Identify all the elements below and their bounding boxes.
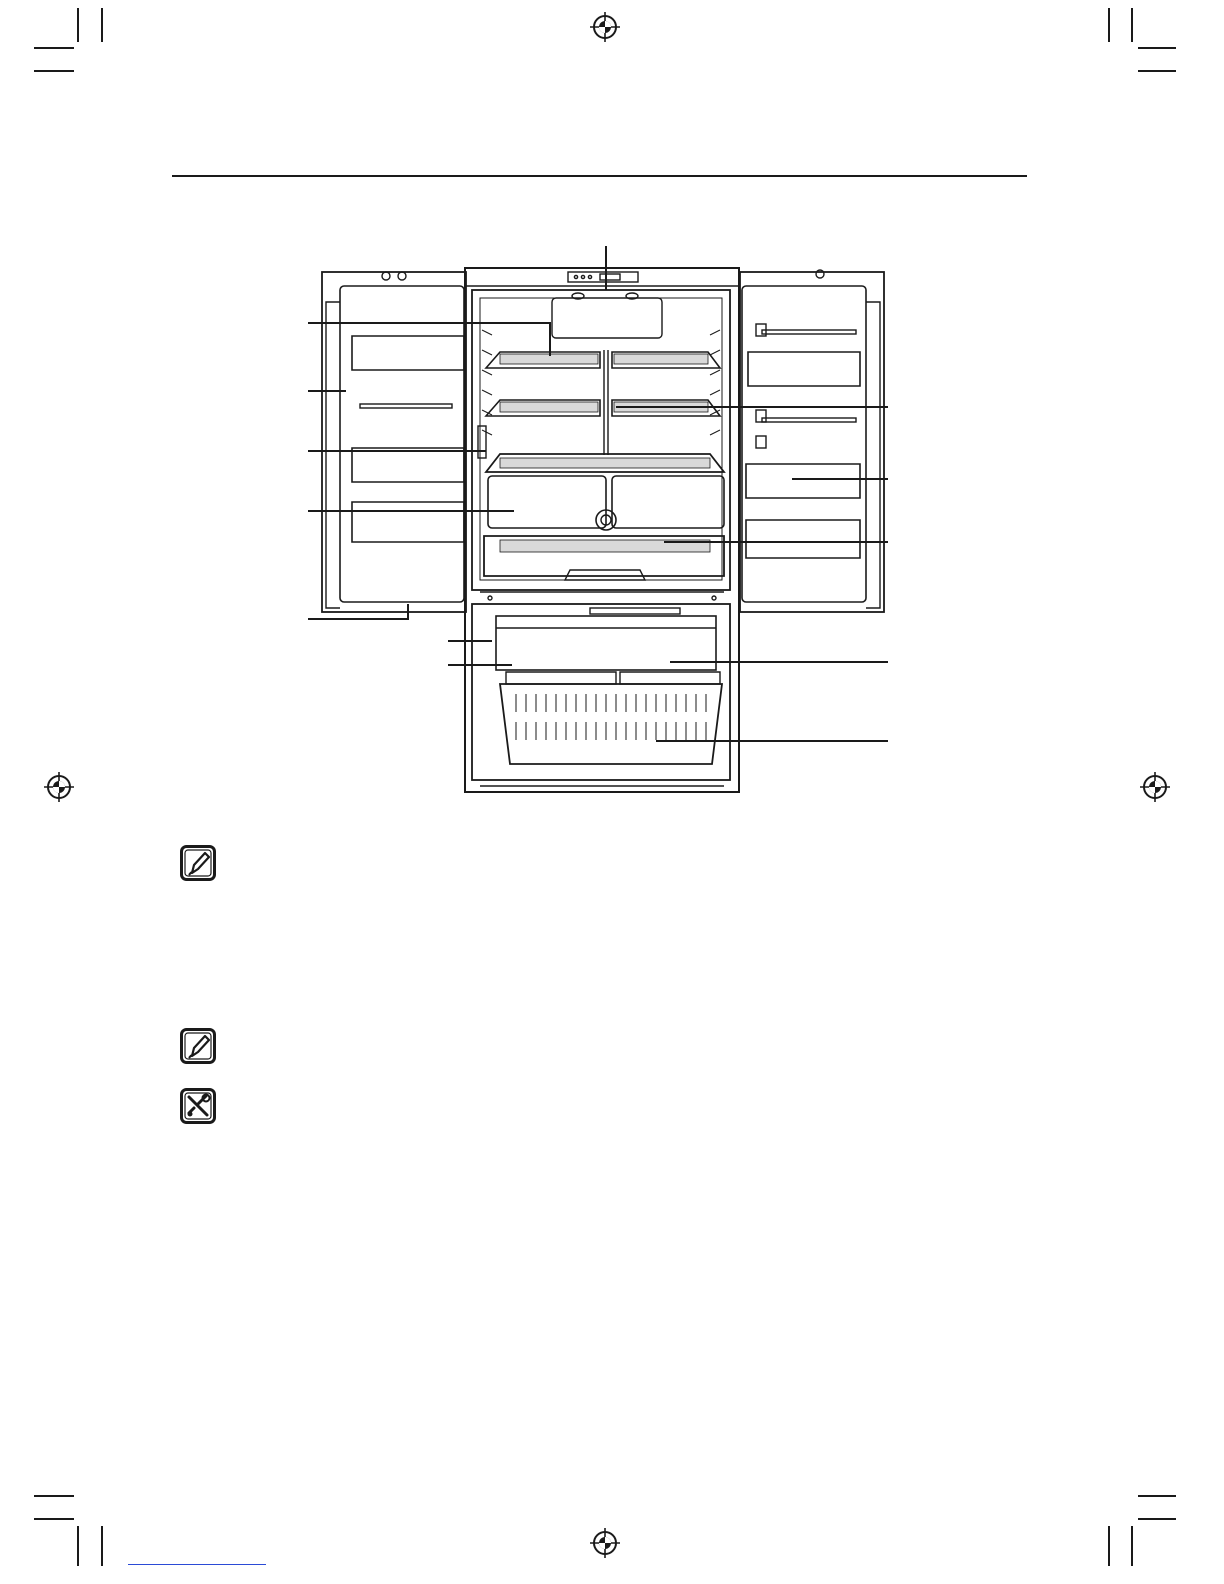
callout-line	[308, 322, 550, 324]
tools-icon	[180, 1088, 216, 1124]
crop-marks-top-right	[1100, 0, 1224, 90]
crop-marks-bottom-right	[1100, 1490, 1224, 1584]
callout-line	[308, 450, 486, 452]
note-pencil-icon	[180, 1028, 216, 1064]
callout-line	[605, 246, 607, 290]
registration-mark-icon	[590, 1528, 620, 1558]
callout-line	[308, 618, 408, 620]
callout-line	[448, 664, 512, 666]
refrigerator-diagram	[300, 240, 900, 800]
callout-line	[670, 661, 888, 663]
callout-line	[549, 322, 551, 356]
callout-line	[792, 478, 888, 480]
callout-line	[308, 390, 346, 392]
callout-line	[308, 510, 514, 512]
registration-mark-icon	[1140, 772, 1170, 802]
note-pencil-icon	[180, 845, 216, 881]
registration-mark-icon	[590, 12, 620, 42]
header-rule	[172, 175, 1027, 177]
registration-mark-icon	[44, 772, 74, 802]
crop-marks-top-left	[0, 0, 120, 90]
crop-marks-bottom-left	[0, 1490, 120, 1584]
callout-line	[616, 406, 888, 408]
callout-line	[664, 541, 888, 543]
callout-line	[407, 604, 409, 620]
footer-link-rule	[128, 1564, 266, 1565]
callout-line	[656, 740, 888, 742]
callout-line	[448, 640, 492, 642]
